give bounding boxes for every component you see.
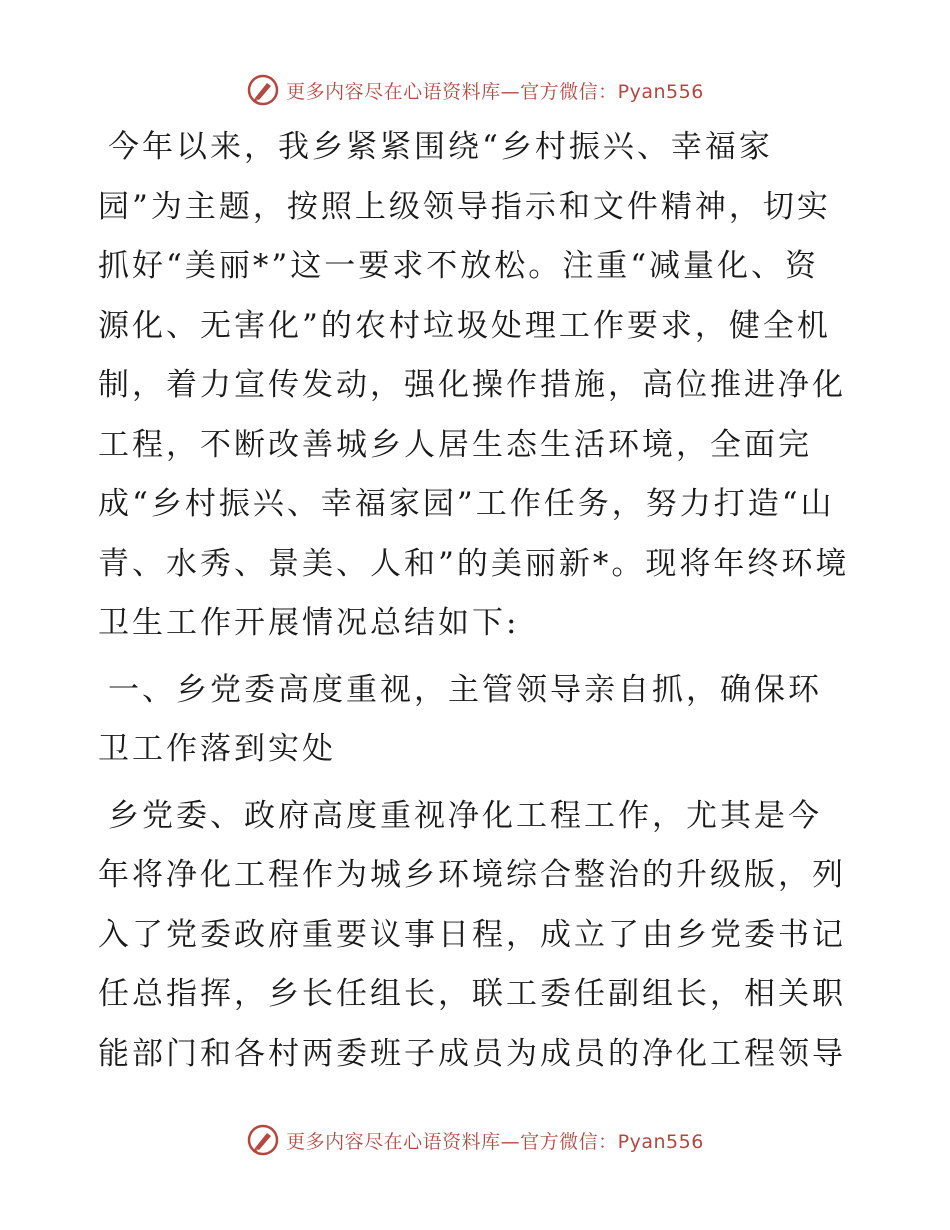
header-watermark (0, 70, 950, 110)
watermark-text: 更多内容尽在心语资料库—官方微信：Pyan556 (286, 1130, 704, 1153)
section-heading-1: 一、乡党委高度重视，主管领导亲自抓，确保环卫工作落到实处 (98, 671, 822, 767)
document-body (98, 118, 852, 1084)
pen-circle-icon (246, 73, 280, 107)
paragraph-section-1: 乡党委、政府高度重视净化工程工作，尤其是今年将净化工程作为城乡环境综合整治的升级版，列入了党委政府重要议事日程，成立了由乡党委书记任总指挥，乡长任组长，联工委任副组长，相关职能部门和各村两委班子成员为成员的净化工程领导 (98, 797, 846, 1072)
watermark-text: 更多内容尽在心语资料库—官方微信：Pyan556 (286, 80, 704, 103)
paragraph-intro: 今年以来，我乡紧紧围绕“乡村振兴、幸福家园”为主题，按照上级领导指示和文件精神，切实抓好“美丽*”这一要求不放松。注重“减量化、资源化、无害化”的农村垃圾处理工作要求，健全机制，着力宣传发动，强化操作措施，高位推进净化工程，不断改善城乡人居生态生活环境，全面完成“乡村振兴、幸福家园”工作任务，努力打造“山青、水秀、景美、人和”的美丽新*。现将年终环境卫生工作开展情况总结如下: (98, 129, 850, 641)
pen-circle-icon (246, 1123, 280, 1157)
footer-watermark (0, 1120, 950, 1160)
